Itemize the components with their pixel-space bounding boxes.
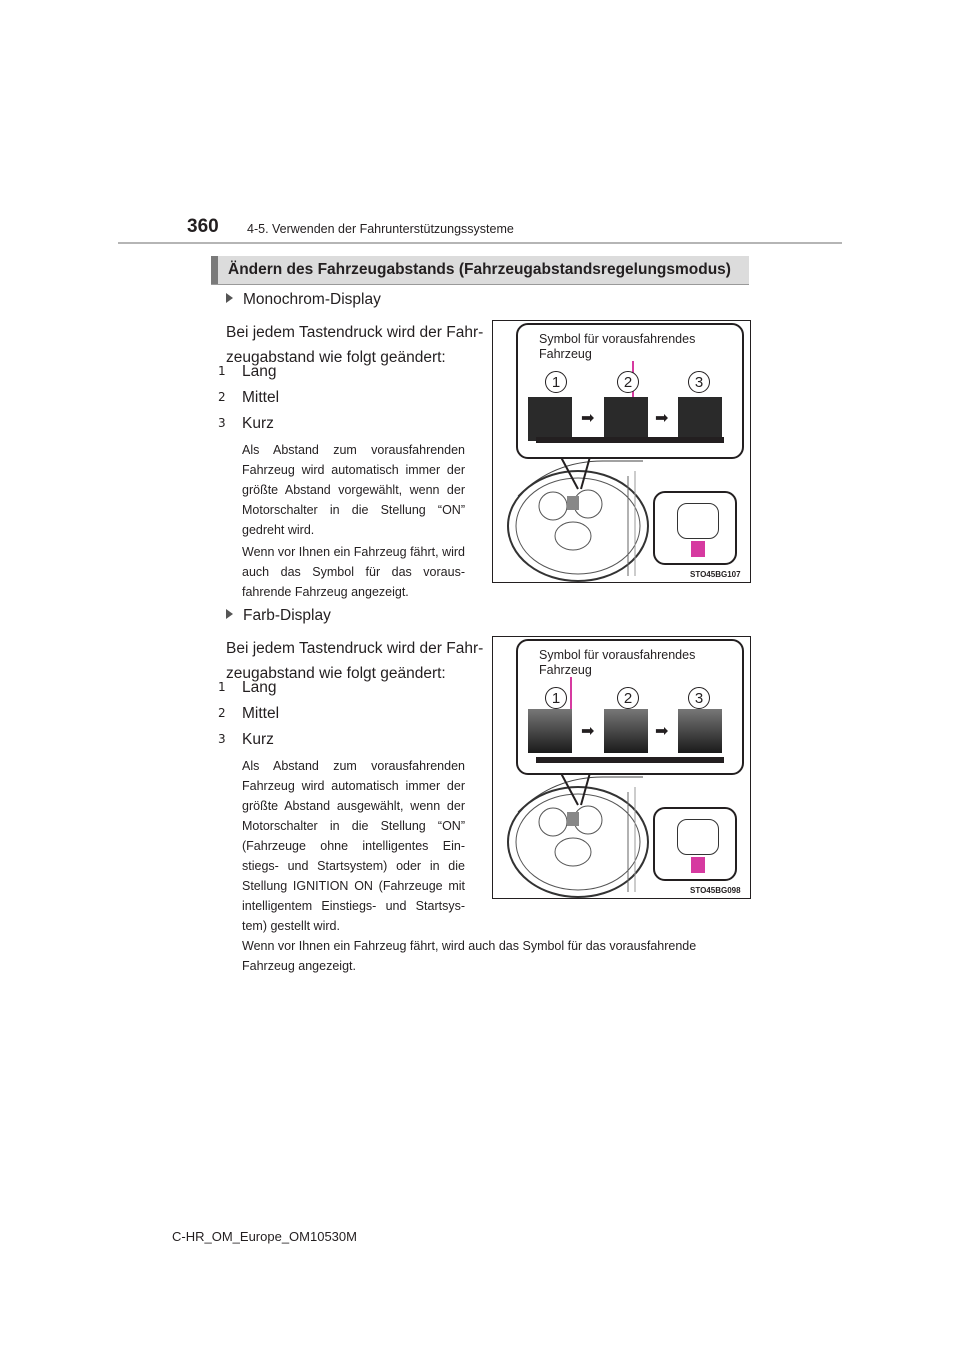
figure-number-3: 3: [688, 371, 710, 393]
header-divider: [118, 242, 842, 244]
callout-label: Symbol für vorausfahrendes Fahrzeug: [539, 332, 696, 361]
figure-number-2: 2: [617, 371, 639, 393]
item-label: Lang: [242, 679, 277, 696]
arrow-right-icon: ➡: [581, 723, 595, 740]
display-callout: [516, 639, 744, 775]
return-arrow-icon: [536, 437, 724, 443]
monochrome-intro: Bei jedem Tastendruck wird der Fahr-zeugabstand wie folgt geändert:: [226, 324, 484, 366]
color-item-1: [218, 679, 298, 701]
figure-number-1: 1: [545, 687, 567, 709]
page-number: 360: [187, 216, 219, 237]
bullet-color: [226, 607, 331, 625]
color-note-2: Wenn vor Ihnen ein Fahrzeug fährt, wird auch das Symbol für das vorausfahrende Fahrzeug angezeigt.: [242, 939, 697, 973]
figure-number-1: 1: [545, 371, 567, 393]
color-intro: Bei jedem Tastendruck wird der Fahr-zeugabstand wie folgt geändert:: [226, 640, 484, 682]
distance-button-icon: [677, 819, 719, 855]
item-label: Mittel: [242, 705, 280, 722]
display-medium-icon: [604, 709, 648, 753]
section-heading-divider: [211, 284, 749, 285]
figure-color-display: [492, 636, 751, 899]
figure-number-3: 3: [688, 687, 710, 709]
number-badge: 2: [218, 390, 226, 404]
item-label: Kurz: [242, 731, 274, 748]
display-long-icon: [528, 397, 572, 441]
display-short-icon: [678, 709, 722, 753]
triangle-bullet-icon: [226, 609, 233, 619]
color-item-3: [218, 731, 298, 753]
callout-label: Symbol für vorausfahrendes Fahrzeug: [539, 648, 696, 677]
triangle-bullet-icon: [226, 293, 233, 303]
distance-button-callout: [653, 807, 737, 881]
item-label: Kurz: [242, 415, 274, 432]
monochrome-note-1: Als Abstand zum vorausfahrenden Fahrzeug wird automatisch immer der größte Abstand vorgewählt, wenn der Motorschalter in die Stellung “ON” gedreht wird.: [242, 443, 465, 537]
bullet-color-label: Farb-Display: [243, 607, 331, 624]
chapter-title: 4-5. Verwenden der Fahrunterstützungssysteme: [247, 222, 514, 236]
display-short-icon: [678, 397, 722, 441]
distance-button-icon: [677, 503, 719, 539]
bullet-monochrome: [226, 291, 381, 309]
section-heading: Ändern des Fahrzeugabstands (Fahrzeugabstandsregelungsmodus): [211, 256, 749, 284]
footer-document-id: C-HR_OM_Europe_OM10530M: [172, 1229, 357, 1244]
color-item-2: [218, 705, 298, 727]
number-badge: 3: [218, 416, 226, 430]
monochrome-item-1: [218, 363, 298, 385]
press-arrow-icon: [691, 857, 705, 873]
number-badge: 1: [218, 364, 226, 378]
figure-code: STO45BG098: [690, 886, 741, 895]
figure-code: STO45BG107: [690, 570, 741, 579]
figure-number-2: 2: [617, 687, 639, 709]
arrow-right-icon: ➡: [655, 723, 669, 740]
arrow-right-icon: ➡: [655, 410, 669, 427]
item-label: Mittel: [242, 389, 280, 406]
monochrome-item-2: [218, 389, 298, 411]
display-long-icon: [528, 709, 572, 753]
distance-button-callout: [653, 491, 737, 565]
bullet-monochrome-label: Monochrom-Display: [243, 291, 381, 308]
monochrome-item-3: [218, 415, 298, 437]
number-badge: 2: [218, 706, 226, 720]
press-arrow-icon: [691, 541, 705, 557]
figure-monochrome-display: [492, 320, 751, 583]
display-medium-icon: [604, 397, 648, 441]
item-label: Lang: [242, 363, 277, 380]
monochrome-note-2: Wenn vor Ihnen ein Fahrzeug fährt, wird auch das Symbol für das voraus-fahrende Fahrzeug angezeigt.: [242, 545, 465, 599]
arrow-right-icon: ➡: [581, 410, 595, 427]
display-callout: [516, 323, 744, 459]
number-badge: 3: [218, 732, 226, 746]
number-badge: 1: [218, 680, 226, 694]
return-arrow-icon: [536, 757, 724, 763]
color-note-1: Als Abstand zum vorausfahrenden Fahrzeug wird automatisch immer der größte Abstand ausgewählt, wenn der Motorschalter in die Stellung “ON” (Fahrzeuge ohne intelligentes Ein-stiegs- und Startsystem) oder in die Stellung IGNITION ON (Fahrzeuge mit intelligentem Einstiegs- und Startsys-tem) gestellt wird.: [242, 759, 465, 933]
